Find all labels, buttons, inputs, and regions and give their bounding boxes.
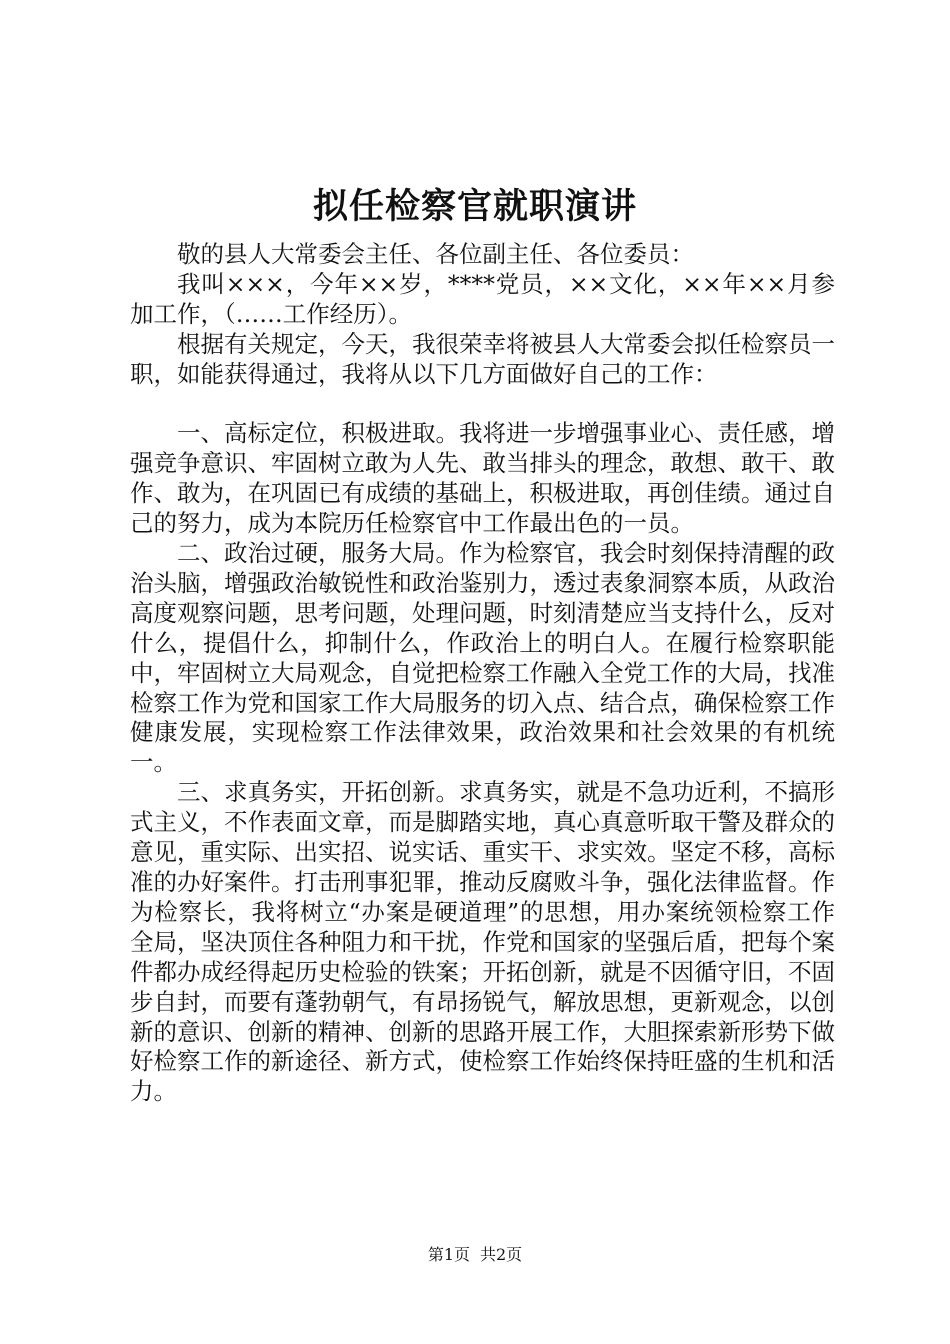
document-title: 拟任检察官就职演讲 [312,186,637,227]
page-total: 共2页 [480,1245,523,1264]
salutation-paragraph: 敬的县人大常委会主任、各位副主任、各位委员： [177,240,694,268]
page-footer [0,1243,950,1267]
document-body [130,240,835,1107]
point-three-paragraph: 三、求真务实，开拓创新。求真务实，就是不急功近利，不搞形式主义，不作表面文章，而是脚踏实地，真心真意听取干警及群众的意见，重实际、出实招、说实话、重实干、求实效。坚定不移，高标准的办好案件。打击刑事犯罪，推动反腐败斗争，强化法律监督。作为检察长，我将树立“办案是硬道理”的思想，用办案统领检察工作全局，坚决顶住各种阻力和干扰，作党和国家的坚强后盾，把每个案件都办成经得起历史检验的铁案；开拓创新，就是不因循守旧，不固步自封，而要有蓬勃朝气，有昂扬锐气，解放思想，更新观念，以创新的意识、创新的精神、创新的思路开展工作，大胆探索新形势下做好检察工作的新途径、新方式，使检察工作始终保持旺盛的生机和活力。 [130,778,835,1106]
page-number: 第1页 [427,1245,470,1264]
appointment-paragraph: 根据有关规定，今天，我很荣幸将被县人大常委会拟任检察员一职，如能获得通过，我将从以下几方面做好自己的工作： [130,329,835,388]
point-one-paragraph: 一、高标定位，积极进取。我将进一步增强事业心、责任感，增强竞争意识、牢固树立敢为人先、敢当排头的理念，敢想、敢干、敢作、敢为，在巩固已有成绩的基础上，积极进取，再创佳绩。通过自己的努力，成为本院历任检察官中工作最出色的一员。 [130,419,835,538]
point-two-paragraph: 二、政治过硬，服务大局。作为检察官，我会时刻保持清醒的政治头脑，增强政治敏锐性和政治鉴别力，透过表象洞察本质，从政治高度观察问题，思考问题，处理问题，时刻清楚应当支持什么，反对什么，提倡什么，抑制什么，作政治上的明白人。在履行检察职能中，牢固树立大局观念，自觉把检察工作融入全党工作的大局，找准检察工作为党和国家工作大局服务的切入点、结合点，确保检察工作健康发展，实现检察工作法律效果，政治效果和社会效果的有机统一。 [130,539,835,777]
intro-paragraph: 我叫×××，今年××岁，****党员，××文化，××年××月参加工作，（……工作经历）。 [130,269,835,328]
